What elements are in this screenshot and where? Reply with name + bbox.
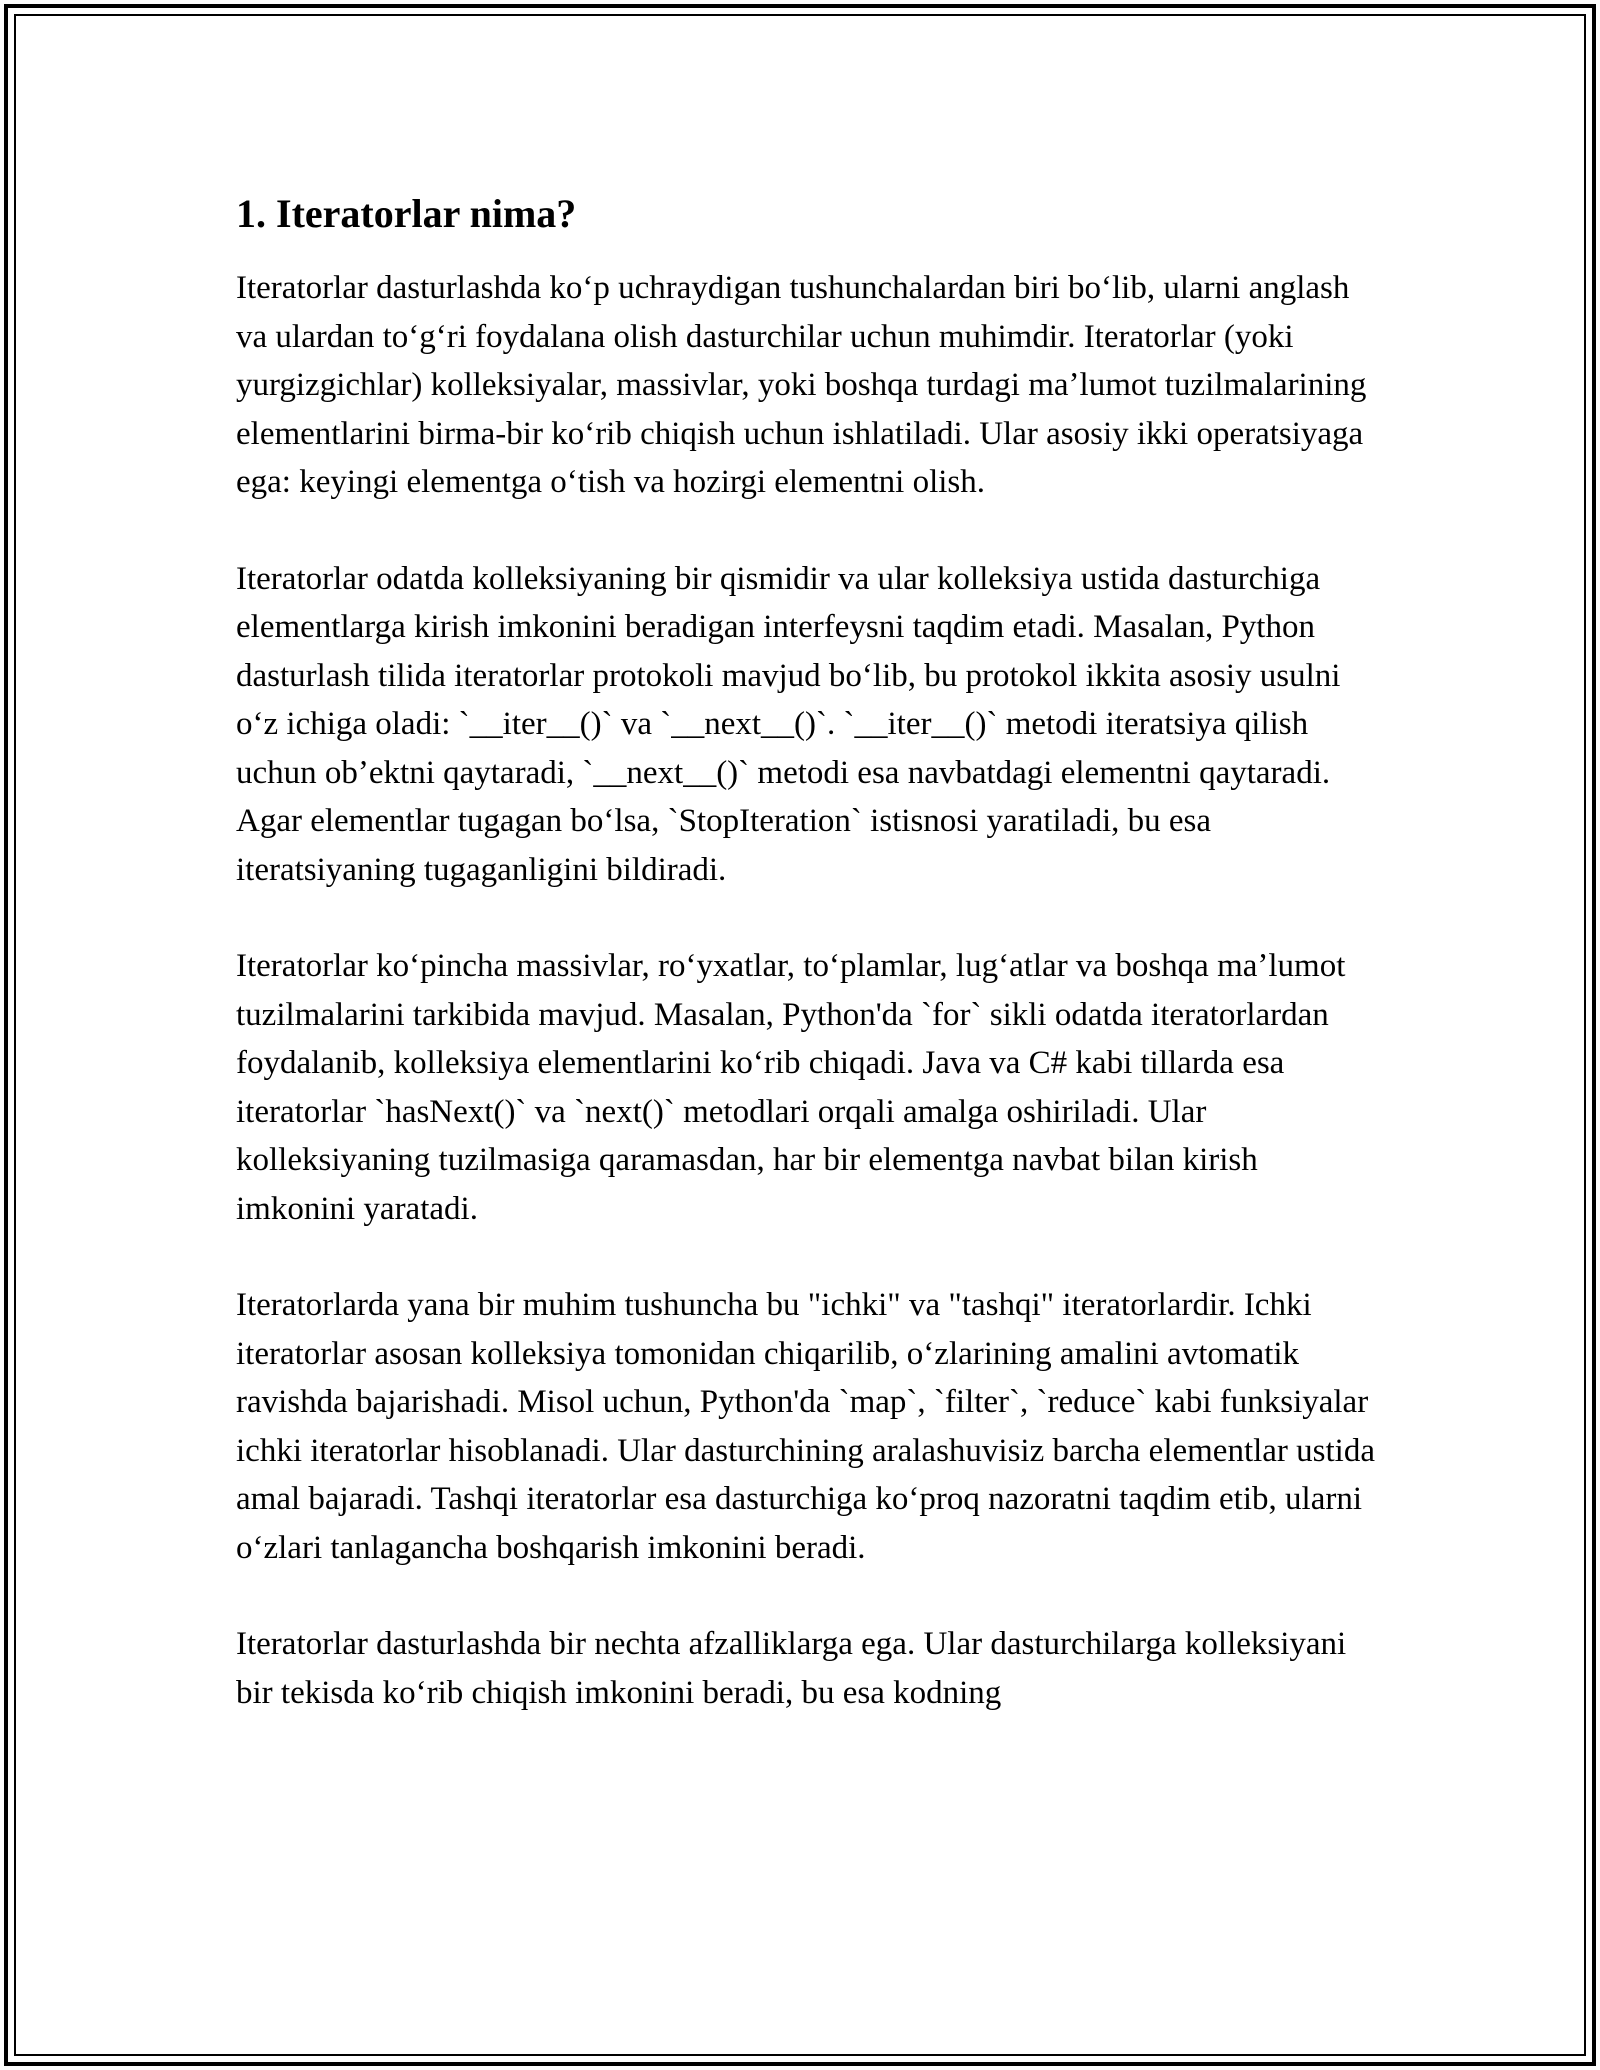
paragraph-1: Iteratorlar dasturlashda koʻp uchraydigan tushunchalardan biri boʻlib, ularni anglash va ulardan toʻgʻri foydalana olish dasturchilar uchun muhimdir. Iteratorlar (yoki yurgizgichlar) kolleksiyalar, massivlar, yoki boshqa turdagi maʼlumot tuzilmalarining elementlarini birma-bir koʻrib chiqish uchun ishlatiladi. Ular asosiy ikki operatsiyaga ega: keyingi elementga oʻtish va hozirgi elementni olish. xyxy=(236,270,1367,500)
paragraph-5: Iteratorlar dasturlashda bir nechta afzalliklarga ega. Ular dasturchilarga kolleksiyani bir tekisda koʻrib chiqish imkonini beradi, bu esa kodning xyxy=(236,1626,1347,1711)
paragraph-4: Iteratorlarda yana bir muhim tushuncha bu "ichki" va "tashqi" iteratorlardir. Ichki iteratorlar asosan kolleksiya tomonidan chiqarilib, oʻzlarining amalini avtomatik ravishda bajarishadi. Misol uchun, Python'da `map`, `filter`, `reduce` kabi funksiyalar ichki iteratorlar hisoblanadi. Ular dasturchining aralashuvisiz barcha elementlar ustida amal bajaradi. Tashqi iteratorlar esa dasturchiga koʻproq nazoratni taqdim etib, ularni oʻzlari tanlagancha boshqarish imkonini beradi. xyxy=(236,1287,1375,1566)
paragraph-2: Iteratorlar odatda kolleksiyaning bir qismidir va ular kolleksiya ustida dasturchiga elementlarga kirish imkonini beradigan interfeysni taqdim etadi. Masalan, Python dasturlash tilida iteratorlar protokoli mavjud boʻlib, bu protokol ikkita asosiy usulni oʻz ichiga oladi: `__iter__()` va `__next__()`. `__iter__()` metodi iteratsiya qilish uchun obʼektni qaytaradi, `__next__()` metodi esa navbatdagi elementni qaytaradi. Agar elementlar tugagan boʻlsa, `StopIteration` istisnosi yaratiladi, bu esa iteratsiyaning tugaganligini bildiradi. xyxy=(236,560,1341,888)
paragraph-3: Iteratorlar koʻpincha massivlar, roʻyxatlar, toʻplamlar, lugʻatlar va boshqa maʼlumot tuzilmalarini tarkibida mavjud. Masalan, Python'da `for` sikli odatda iteratorlardan foydalanib, kolleksiya elementlarini koʻrib chiqadi. Java va C# kabi tillarda esa iteratorlar `hasNext()` va `next()` metodlari orqali amalga oshiriladi. Ular kolleksiyaning tuzilmasiga qaramasdan, har bir elementga navbat bilan kirish imkonini yaratadi. xyxy=(236,948,1346,1227)
document-body xyxy=(236,188,1376,1717)
section-heading: 1. Iteratorlar nima? xyxy=(236,191,577,236)
